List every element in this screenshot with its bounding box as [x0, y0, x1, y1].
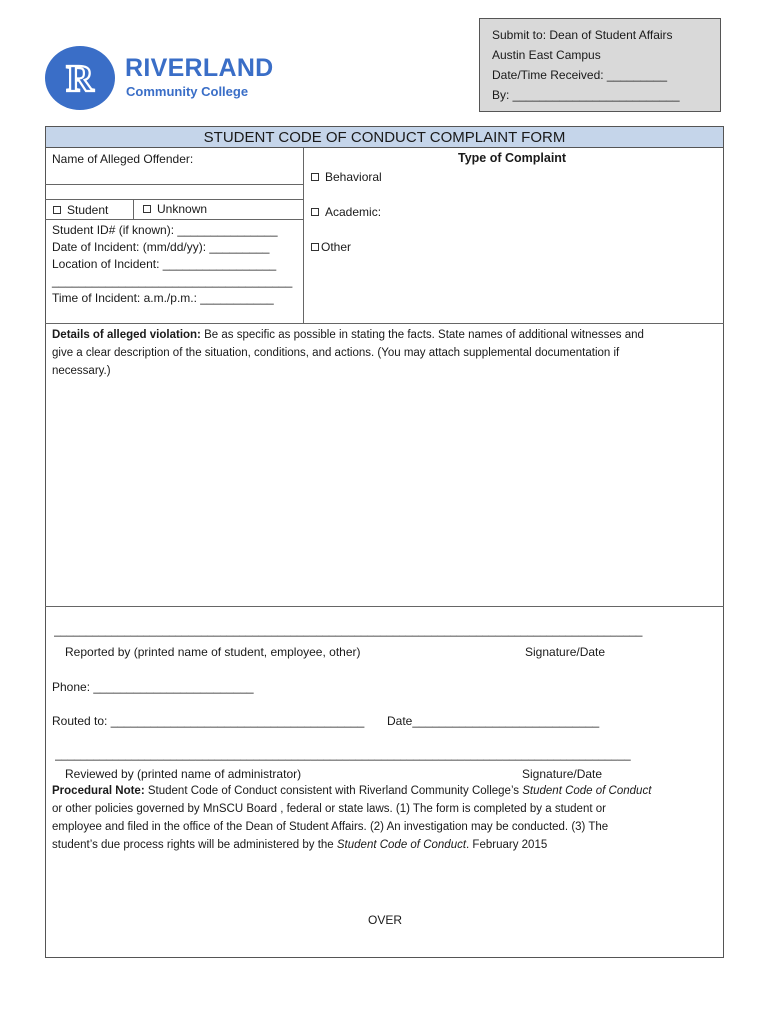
- academic-label: Academic:: [325, 205, 382, 219]
- proc-line-3: employee and filed in the office of the Dean of Student Affairs. (2) An investigation may be conducted. (3) The: [52, 821, 609, 833]
- over-label: OVER: [368, 913, 403, 927]
- procedural-note-label: Procedural Note:: [52, 785, 145, 797]
- complaint-other[interactable]: [311, 239, 351, 255]
- time-of-incident-field[interactable]: Time of Incident: a.m./p.m.: ___________: [52, 291, 274, 305]
- other-label: Other: [321, 240, 352, 254]
- offender-name-line: [45, 184, 303, 185]
- logo-r-icon: [45, 46, 115, 110]
- proc-line-2: or other policies governed by MnSCU Board , federal or state laws. (1) The form is completed by a student or: [52, 803, 606, 815]
- details-textarea[interactable]: [50, 382, 718, 602]
- routed-date-field[interactable]: Date____________________________: [387, 714, 600, 728]
- details-text-1: Be as specific as possible in stating the facts. State names of additional witnesses and: [200, 329, 644, 341]
- routed-to-field[interactable]: Routed to: ______________________________________: [52, 714, 365, 728]
- option-row-top: [45, 199, 303, 200]
- option-row-bottom: [45, 219, 303, 220]
- section-divider-2: [45, 606, 724, 607]
- unknown-option[interactable]: [143, 201, 207, 217]
- behavioral-label: Behavioral: [325, 170, 382, 184]
- details-text-3: necessary.): [52, 365, 111, 377]
- date-of-incident-field[interactable]: Date of Incident: (mm/dd/yy): _________: [52, 240, 270, 254]
- date-time-received[interactable]: Date/Time Received: _________: [492, 68, 667, 82]
- unknown-option-label: Unknown: [157, 202, 208, 216]
- college-name: RIVERLAND: [125, 54, 274, 82]
- proc-line-1: Student Code of Conduct consistent with Riverland Community College’s: [144, 785, 523, 797]
- signature-date-label: Signature/Date: [525, 645, 606, 659]
- location-of-incident-field[interactable]: Location of Incident: _________________: [52, 257, 277, 271]
- details-instructions: [52, 327, 717, 379]
- college-logo-mark: [45, 46, 115, 110]
- academic-checkbox[interactable]: [311, 208, 319, 216]
- student-checkbox[interactable]: [53, 206, 61, 214]
- details-label: Details of alleged violation:: [52, 329, 201, 341]
- details-text-2: give a clear description of the situation, conditions, and actions. (You may attach supplemental documentation if: [52, 347, 620, 359]
- procedural-note: [52, 783, 720, 853]
- student-option[interactable]: [53, 202, 108, 218]
- administrator-signature-line[interactable]: __________________________________________________________________________________________: [55, 749, 631, 761]
- campus: Austin East Campus: [492, 48, 601, 62]
- signature-date-label-2: Signature/Date: [522, 767, 603, 781]
- student-option-label: Student: [67, 203, 109, 217]
- offender-name-input[interactable]: [48, 186, 298, 198]
- reporter-signature-line[interactable]: ____________________________________________________________________________________________: [54, 625, 643, 637]
- svg-text:R: R: [66, 58, 94, 100]
- proc-line-4: student’s due process rights will be administered by the: [52, 839, 337, 851]
- submit-to: Submit to: Dean of Student Affairs: [492, 28, 673, 42]
- phone-field[interactable]: Phone: ________________________: [52, 680, 254, 694]
- proc-italic-1: Student Code of Conduct: [522, 785, 652, 797]
- student-id-field[interactable]: Student ID# (if known): _______________: [52, 223, 278, 237]
- behavioral-checkbox[interactable]: [311, 173, 319, 181]
- section-divider-1: [45, 323, 724, 324]
- column-divider: [303, 148, 304, 324]
- offender-label: Name of Alleged Offender:: [52, 152, 194, 166]
- complaint-type-title: Type of Complaint: [458, 151, 567, 165]
- reviewed-by-label: Reviewed by (printed name of administrator): [65, 767, 302, 781]
- reported-by-label: Reported by (printed name of student, employee, other): [65, 645, 361, 659]
- college-subtitle: Community College: [126, 84, 249, 99]
- proc-italic-2: Student Code of Conduct: [336, 839, 467, 851]
- complaint-behavioral[interactable]: [311, 169, 382, 185]
- other-checkbox[interactable]: [311, 243, 319, 251]
- option-divider: [133, 200, 134, 219]
- unknown-checkbox[interactable]: [143, 205, 151, 213]
- submit-info-box: [479, 18, 721, 112]
- complaint-academic[interactable]: [311, 204, 381, 220]
- form-title: STUDENT CODE OF CONDUCT COMPLAINT FORM: [45, 126, 724, 148]
- location-continued-line[interactable]: ____________________________________: [52, 274, 293, 288]
- proc-line-4-end: . February 2015: [466, 839, 548, 851]
- received-by[interactable]: By: _________________________: [492, 88, 680, 102]
